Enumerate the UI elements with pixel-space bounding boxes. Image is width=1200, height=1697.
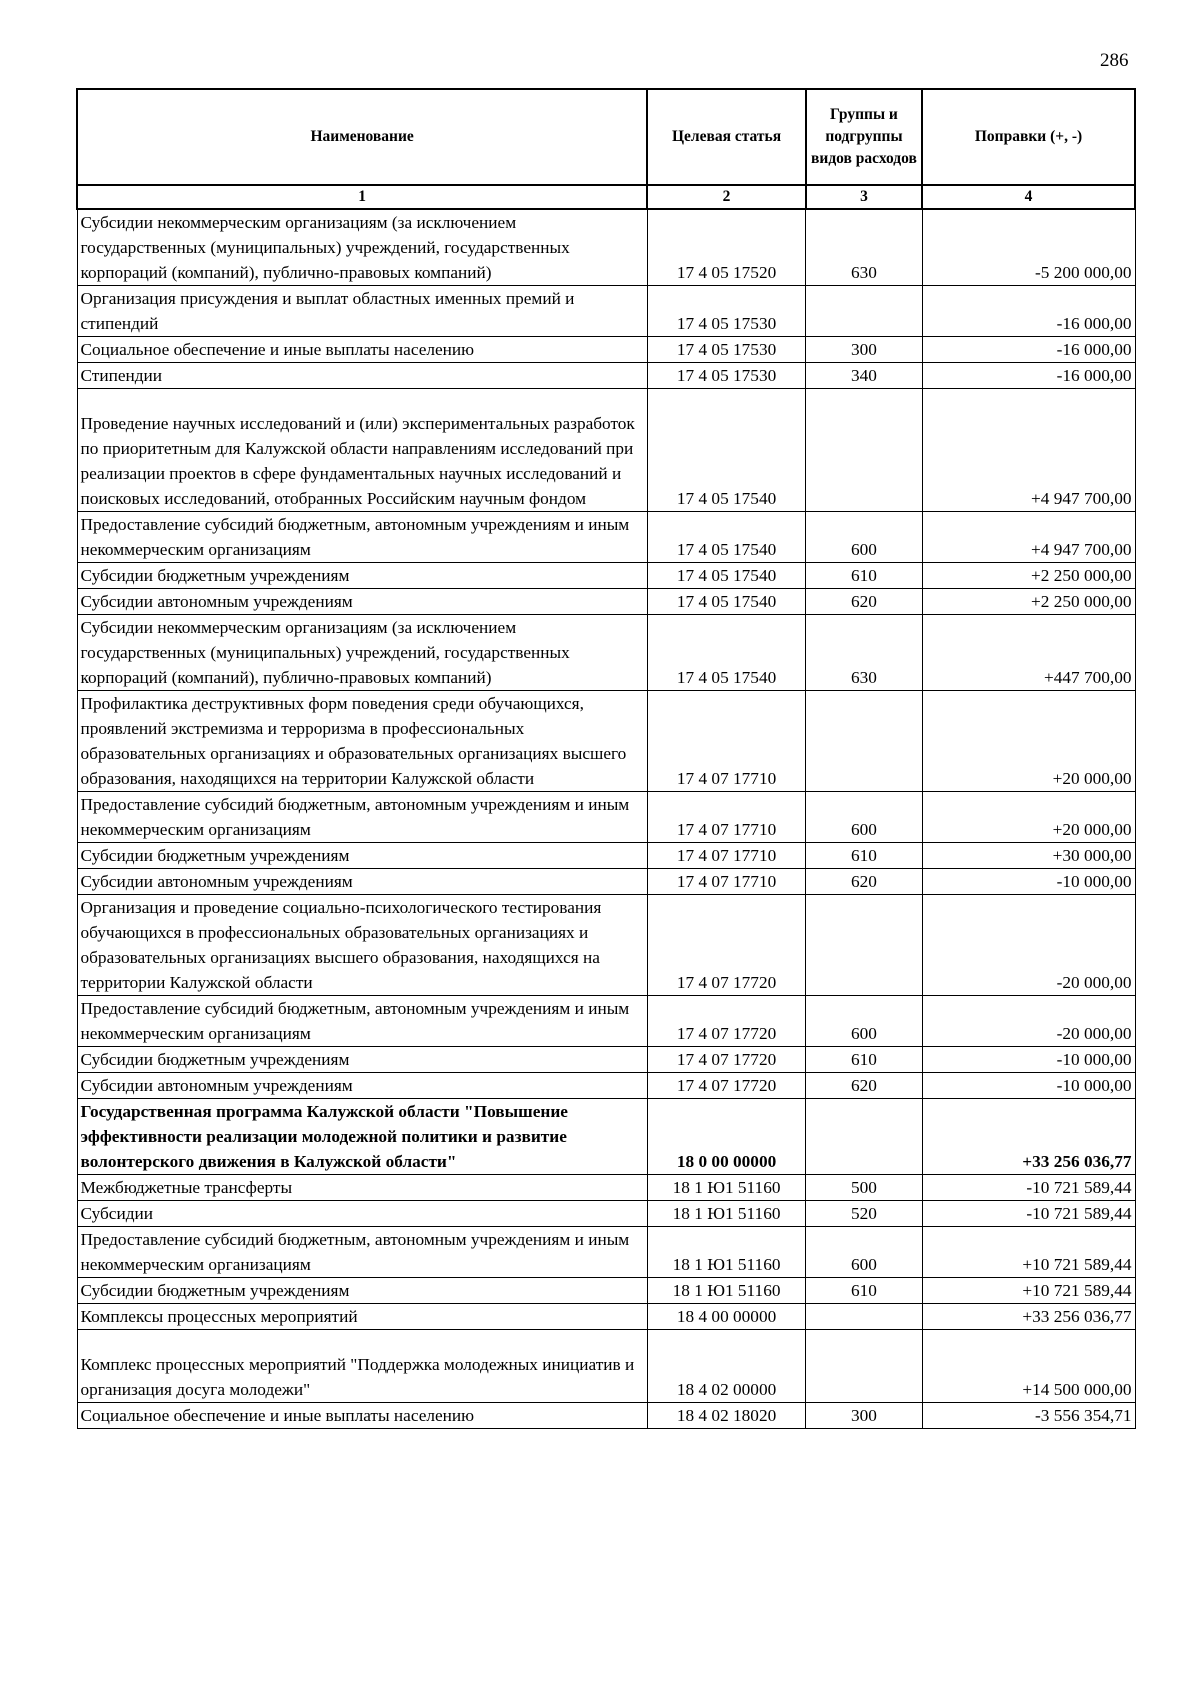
row-expense-group-cell: 300 [806,337,922,363]
table-row [77,1403,1135,1429]
row-name-cell: Социальное обеспечение и иные выплаты населению [77,337,647,363]
row-target-item-cell: 17 4 07 17720 [647,996,806,1047]
row-target-item-cell: 18 4 02 18020 [647,1403,806,1429]
row-name-cell: Предоставление субсидий бюджетным, автономным учреждениям и иным некоммерческим организациям [77,996,647,1047]
table-row [77,1227,1135,1278]
row-amendment-cell: +4 947 700,00 [922,389,1135,512]
row-amendment-cell: -10 000,00 [922,1073,1135,1099]
table-row [77,1047,1135,1073]
row-expense-group-cell: 610 [806,563,922,589]
row-name-cell: Субсидии [77,1201,647,1227]
table-row [77,1073,1135,1099]
table-row [77,1175,1135,1201]
row-name-cell: Субсидии автономным учреждениям [77,869,647,895]
row-amendment-cell: -3 556 354,71 [922,1403,1135,1429]
table-row [77,512,1135,563]
row-amendment-cell: -5 200 000,00 [922,209,1135,286]
row-amendment-cell: +20 000,00 [922,792,1135,843]
row-expense-group-cell: 300 [806,1403,922,1429]
row-target-item-cell: 17 4 05 17540 [647,615,806,691]
row-name-cell: Предоставление субсидий бюджетным, автономным учреждениям и иным некоммерческим организациям [77,792,647,843]
row-name-cell: Социальное обеспечение и иные выплаты населению [77,1403,647,1429]
row-amendment-cell: +20 000,00 [922,691,1135,792]
row-target-item-cell: 17 4 07 17720 [647,1047,806,1073]
row-target-item-cell: 17 4 05 17540 [647,563,806,589]
row-name-cell: Комплексы процессных мероприятий [77,1304,647,1330]
row-amendment-cell: +2 250 000,00 [922,589,1135,615]
table-row [77,1330,1135,1403]
column-number: 2 [647,185,806,209]
row-target-item-cell: 18 1 Ю1 51160 [647,1227,806,1278]
row-target-item-cell: 18 1 Ю1 51160 [647,1278,806,1304]
row-amendment-cell: +30 000,00 [922,843,1135,869]
table-row [77,895,1135,996]
row-name-cell: Комплекс процессных мероприятий "Поддержка молодежных инициатив и организация досуга молодежи" [77,1330,647,1403]
row-name-cell: Субсидии автономным учреждениям [77,1073,647,1099]
row-amendment-cell: -16 000,00 [922,286,1135,337]
column-number: 4 [922,185,1135,209]
table-row [77,286,1135,337]
row-target-item-cell: 17 4 05 17530 [647,286,806,337]
row-amendment-cell: -10 721 589,44 [922,1175,1135,1201]
row-target-item-cell: 18 4 02 00000 [647,1330,806,1403]
row-expense-group-cell [806,1099,922,1175]
row-expense-group-cell [806,1304,922,1330]
table-row [77,792,1135,843]
row-name-cell: Организация и проведение социально-психологического тестирования обучающихся в профессиональных образовательных организациях и образовательных организациях высшего образования, находящихся на территории Калужской области [77,895,647,996]
table-body [77,209,1135,1429]
row-expense-group-cell: 630 [806,615,922,691]
column-number: 1 [77,185,647,209]
row-amendment-cell: +4 947 700,00 [922,512,1135,563]
row-name-cell: Государственная программа Калужской области "Повышение эффективности реализации молодежной политики и развитие волонтерского движения в Калужской области" [77,1099,647,1175]
table-row [77,1201,1135,1227]
row-name-cell: Субсидии бюджетным учреждениям [77,843,647,869]
row-amendment-cell: +2 250 000,00 [922,563,1135,589]
row-name-cell: Субсидии бюджетным учреждениям [77,1278,647,1304]
row-target-item-cell: 18 0 00 00000 [647,1099,806,1175]
row-amendment-cell: -20 000,00 [922,996,1135,1047]
table-row [77,363,1135,389]
row-target-item-cell: 18 1 Ю1 51160 [647,1201,806,1227]
column-number: 3 [806,185,922,209]
table-row [77,869,1135,895]
row-name-cell: Субсидии бюджетным учреждениям [77,563,647,589]
row-name-cell: Предоставление субсидий бюджетным, автономным учреждениям и иным некоммерческим организациям [77,512,647,563]
table-row [77,209,1135,286]
row-name-cell: Субсидии бюджетным учреждениям [77,1047,647,1073]
row-expense-group-cell: 600 [806,792,922,843]
table-row [77,337,1135,363]
row-target-item-cell: 17 4 05 17540 [647,589,806,615]
row-name-cell: Субсидии автономным учреждениям [77,589,647,615]
row-target-item-cell: 17 4 05 17520 [647,209,806,286]
row-name-cell: Проведение научных исследований и (или) экспериментальных разработок по приоритетным для Калужской области направлениям исследований при реализации проектов в сфере фундаментальных научных исследований и поисковых исследований, отобранных Российским научным фондом [77,389,647,512]
table-row [77,589,1135,615]
row-name-cell: Субсидии некоммерческим организациям (за исключением государственных (муниципальных) учреждений, государственных корпораций (компаний), публично-правовых компаний) [77,209,647,286]
page-number: 286 [1100,50,1129,71]
table-row [77,996,1135,1047]
row-target-item-cell: 17 4 07 17710 [647,843,806,869]
row-expense-group-cell: 500 [806,1175,922,1201]
row-expense-group-cell: 600 [806,996,922,1047]
row-amendment-cell: -10 721 589,44 [922,1201,1135,1227]
table-header-row [77,89,1135,185]
row-amendment-cell: -16 000,00 [922,337,1135,363]
table-row [77,563,1135,589]
row-amendment-cell: +447 700,00 [922,615,1135,691]
row-name-cell: Предоставление субсидий бюджетным, автономным учреждениям и иным некоммерческим организациям [77,1227,647,1278]
header-amendments: Поправки (+, -) [922,89,1135,185]
table-row [77,1278,1135,1304]
row-amendment-cell: +33 256 036,77 [922,1304,1135,1330]
header-expense-groups: Группы и подгруппы видов расходов [806,89,922,185]
row-expense-group-cell: 520 [806,1201,922,1227]
row-expense-group-cell: 610 [806,1047,922,1073]
row-target-item-cell: 17 4 07 17710 [647,869,806,895]
row-expense-group-cell [806,389,922,512]
row-target-item-cell: 17 4 07 17720 [647,895,806,996]
row-expense-group-cell: 600 [806,1227,922,1278]
row-amendment-cell: +14 500 000,00 [922,1330,1135,1403]
row-expense-group-cell: 620 [806,1073,922,1099]
row-target-item-cell: 17 4 05 17530 [647,363,806,389]
table-row [77,615,1135,691]
row-expense-group-cell: 620 [806,869,922,895]
table-row [77,691,1135,792]
row-target-item-cell: 17 4 05 17530 [647,337,806,363]
row-amendment-cell: -10 000,00 [922,869,1135,895]
row-expense-group-cell: 620 [806,589,922,615]
row-amendment-cell: -20 000,00 [922,895,1135,996]
row-expense-group-cell: 340 [806,363,922,389]
row-name-cell: Стипендии [77,363,647,389]
row-expense-group-cell [806,1330,922,1403]
row-expense-group-cell: 630 [806,209,922,286]
row-target-item-cell: 17 4 07 17710 [647,792,806,843]
row-expense-group-cell [806,286,922,337]
row-amendment-cell: +10 721 589,44 [922,1227,1135,1278]
row-expense-group-cell [806,691,922,792]
budget-amendments-table [76,88,1136,1429]
row-amendment-cell: +10 721 589,44 [922,1278,1135,1304]
row-target-item-cell: 17 4 05 17540 [647,389,806,512]
row-expense-group-cell [806,895,922,996]
table-row [77,843,1135,869]
header-name: Наименование [77,89,647,185]
row-expense-group-cell: 610 [806,1278,922,1304]
table-row [77,1304,1135,1330]
row-target-item-cell: 17 4 07 17720 [647,1073,806,1099]
row-name-cell: Организация присуждения и выплат областных именных премий и стипендий [77,286,647,337]
row-target-item-cell: 18 1 Ю1 51160 [647,1175,806,1201]
row-target-item-cell: 17 4 05 17540 [647,512,806,563]
row-target-item-cell: 17 4 07 17710 [647,691,806,792]
row-name-cell: Профилактика деструктивных форм поведения среди обучающихся, проявлений экстремизма и терроризма в профессиональных образовательных организациях и образовательных организациях высшего образования, находящихся на территории Калужской области [77,691,647,792]
table-row [77,389,1135,512]
row-expense-group-cell: 600 [806,512,922,563]
row-amendment-cell: -16 000,00 [922,363,1135,389]
row-name-cell: Субсидии некоммерческим организациям (за исключением государственных (муниципальных) учреждений, государственных корпораций (компаний), публично-правовых компаний) [77,615,647,691]
row-name-cell: Межбюджетные трансферты [77,1175,647,1201]
row-amendment-cell: -10 000,00 [922,1047,1135,1073]
header-target-item: Целевая статья [647,89,806,185]
column-number-row [77,185,1135,209]
row-target-item-cell: 18 4 00 00000 [647,1304,806,1330]
table-row [77,1099,1135,1175]
row-expense-group-cell: 610 [806,843,922,869]
row-amendment-cell: +33 256 036,77 [922,1099,1135,1175]
